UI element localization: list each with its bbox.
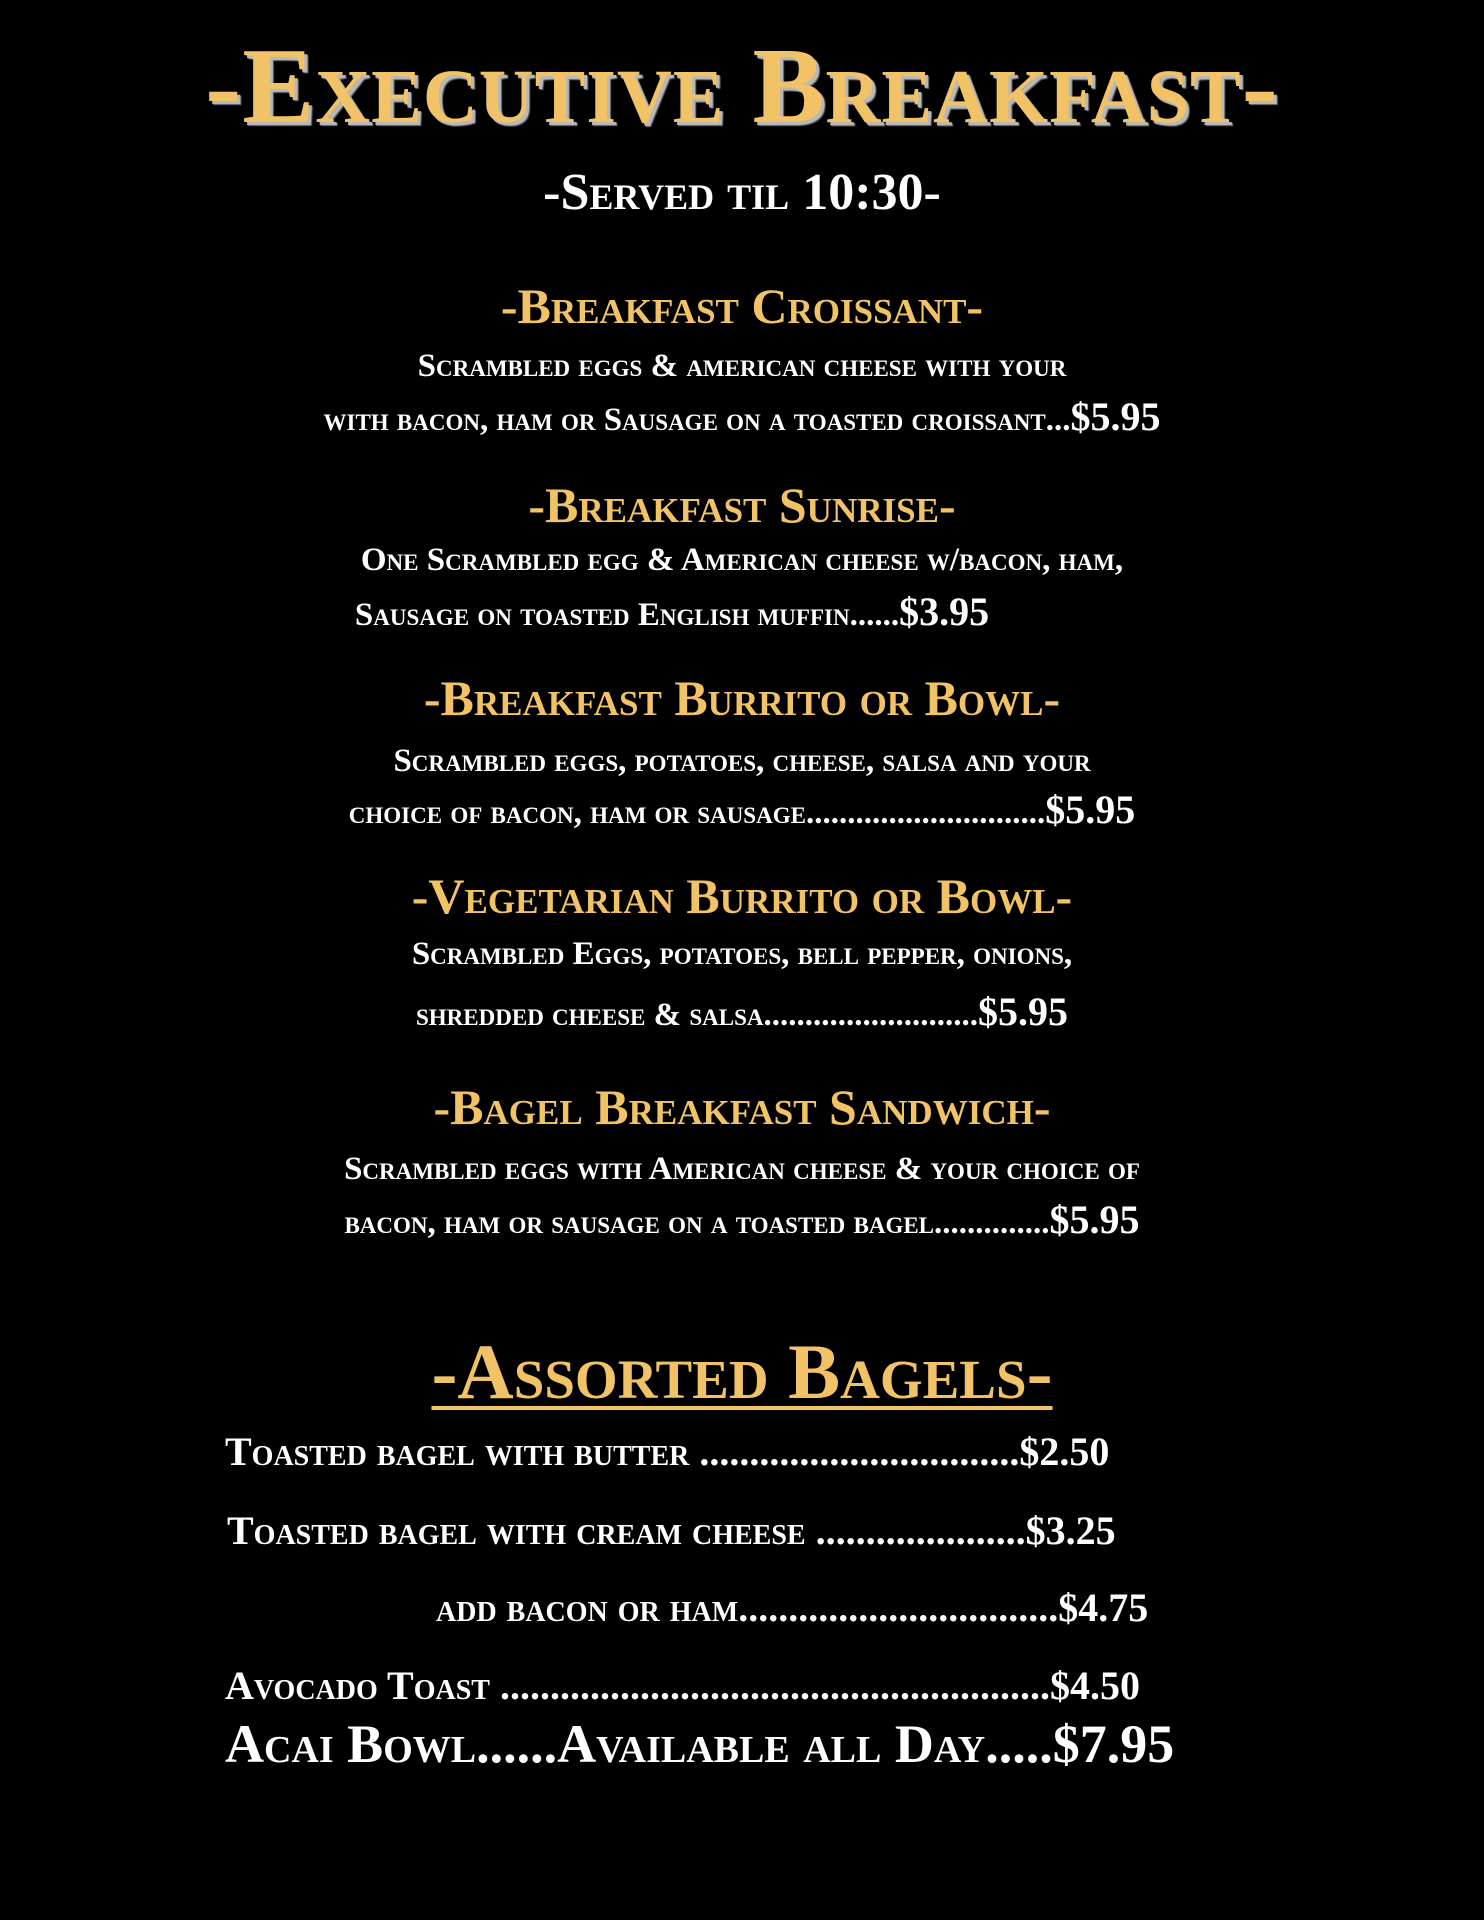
item-desc-text: with bacon, ham or Sausage on a toasted croissant... — [323, 402, 1071, 438]
acai-text: Acai Bowl......Available all Day..... — [225, 1714, 1053, 1774]
item-desc-line2 — [0, 393, 1484, 441]
item-desc-line1: Scrambled eggs & american cheese with your — [417, 348, 1067, 384]
item-desc-text: choice of bacon, ham or sausage............................. — [348, 795, 1046, 831]
item-title-burrito: -Breakfast Burrito or Bowl- — [423, 670, 1061, 726]
item-desc-text: bacon, ham or sausage on a toasted bagel.............. — [344, 1205, 1050, 1241]
bagel-price: $2.50 — [1019, 1429, 1110, 1474]
dot-leader: ................................ — [738, 1585, 1059, 1630]
section-title-bagels — [0, 1325, 1484, 1419]
item-desc-line1: Scrambled eggs with American cheese & your choice of — [344, 1151, 1140, 1187]
item-desc-line1: One Scrambled egg & American cheese w/bacon, ham, — [360, 542, 1124, 578]
bagel-item — [225, 1662, 1140, 1710]
item-title-bagel-sandwich: -Bagel Breakfast Sandwich- — [433, 1079, 1051, 1135]
serving-time: -Served til 10:30- — [543, 164, 941, 221]
bagel-name: Toasted bagel with butter — [225, 1429, 700, 1474]
item-desc-line1: Scrambled Eggs, potatoes, bell pepper, onions, — [411, 936, 1073, 972]
bagel-item — [436, 1584, 1148, 1632]
page-title: -Executive Breakfast- — [205, 27, 1279, 146]
bagel-name: Toasted bagel with cream cheese — [227, 1508, 816, 1553]
bagel-price: $3.25 — [1025, 1508, 1116, 1553]
item-desc-line2 — [0, 588, 1414, 636]
dot-leader: ....................................................... — [499, 1663, 1050, 1708]
item-title-vegetarian: -Vegetarian Burrito or Bowl- — [411, 868, 1073, 924]
item-price: $3.95 — [899, 589, 990, 634]
bagel-item — [225, 1428, 1109, 1476]
acai-bowl-line — [225, 1712, 1174, 1777]
dot-leader: ................................ — [699, 1429, 1020, 1474]
item-title-sunrise: -Breakfast Sunrise- — [528, 477, 956, 533]
item-price: $5.95 — [978, 989, 1068, 1034]
bagel-price: $4.50 — [1049, 1663, 1140, 1708]
bagel-price: $4.75 — [1058, 1585, 1149, 1630]
item-title-croissant: -Breakfast Croissant- — [500, 278, 984, 334]
bagel-name: add bacon or ham — [436, 1585, 739, 1630]
item-desc-text: shredded cheese & salsa.......................... — [416, 997, 978, 1033]
item-desc-line2 — [0, 988, 1484, 1036]
item-price: $5.95 — [1045, 787, 1136, 832]
item-price: $5.95 — [1049, 1197, 1140, 1242]
item-desc-text: Sausage on toasted English muffin...... — [354, 597, 900, 633]
acai-price: $7.95 — [1052, 1714, 1175, 1774]
item-price: $5.95 — [1070, 394, 1161, 439]
bagel-name: Avocado Toast — [225, 1663, 500, 1708]
item-desc-line2 — [0, 1196, 1484, 1244]
item-desc-line2 — [0, 786, 1484, 834]
item-desc-line1: Scrambled eggs, potatoes, cheese, salsa and your — [393, 743, 1091, 779]
section-title-text: -Assorted Bagels- — [431, 1328, 1053, 1415]
dot-leader: ..................... — [815, 1508, 1026, 1553]
bagel-item — [227, 1507, 1116, 1555]
